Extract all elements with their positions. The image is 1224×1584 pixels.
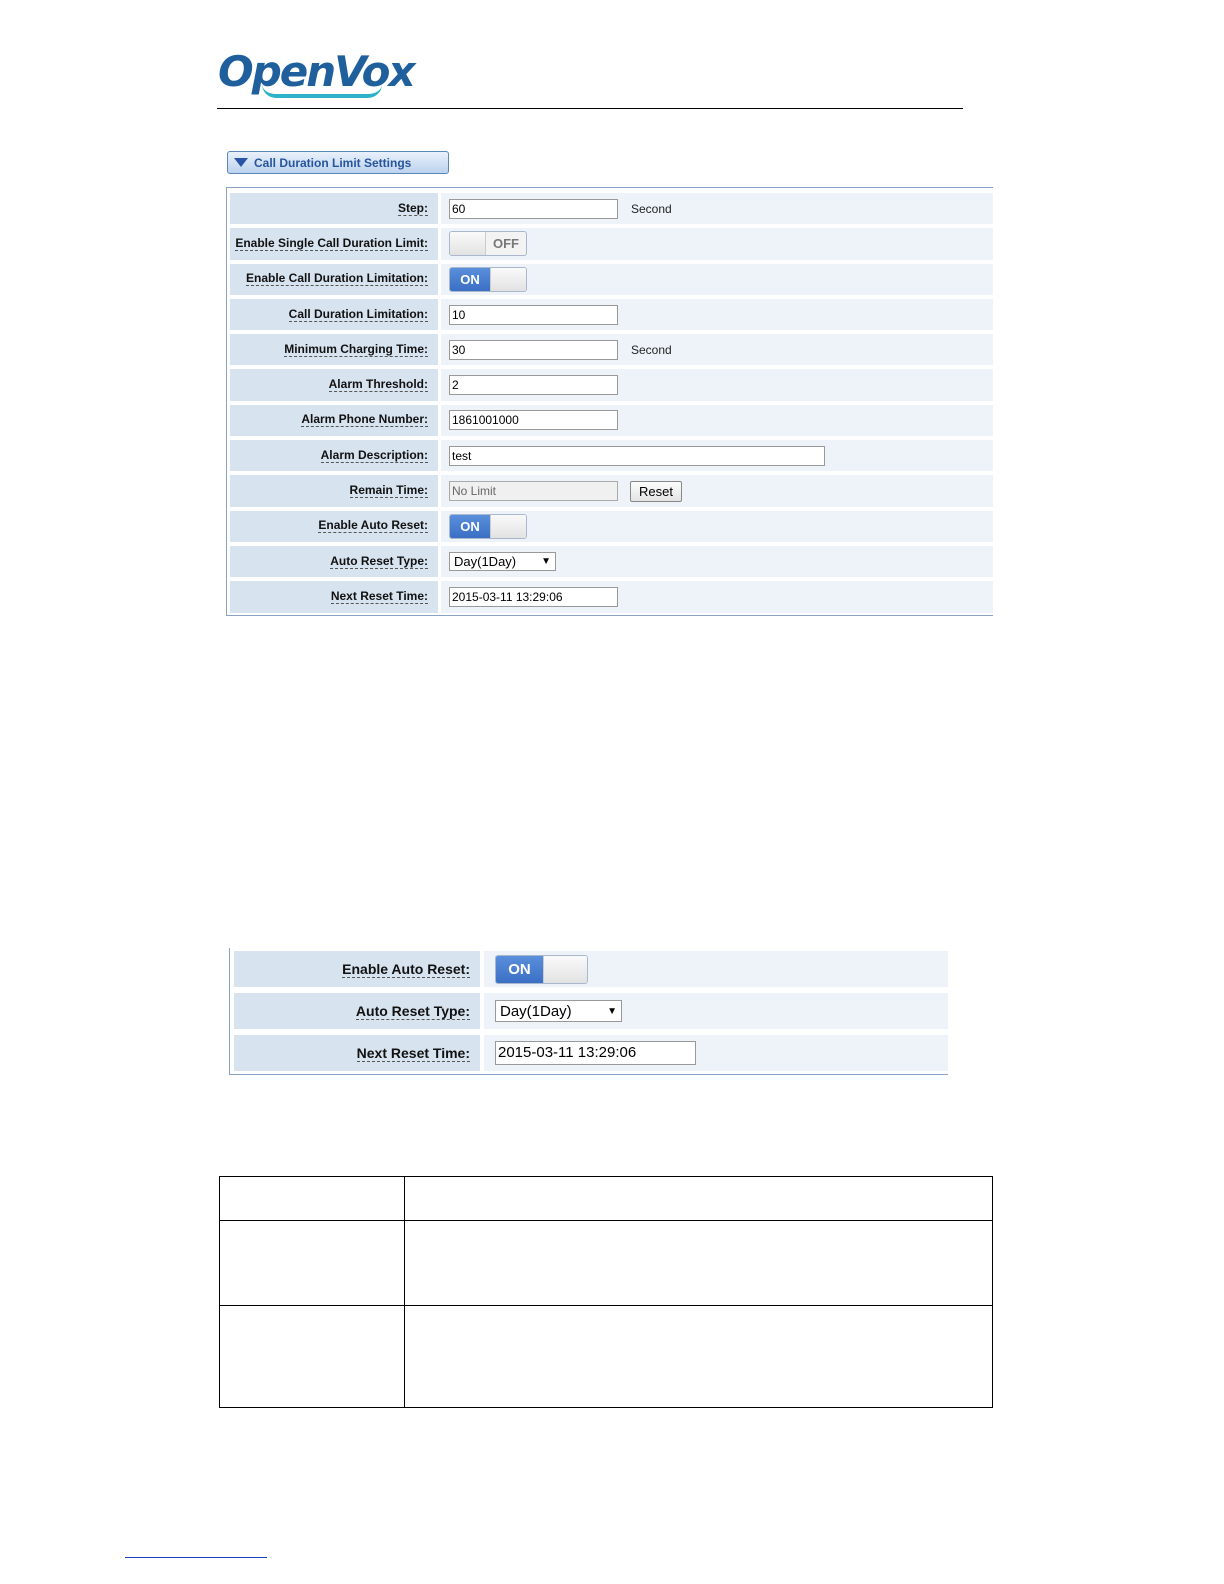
- table-cell: [220, 1221, 405, 1306]
- auto-reset-label: Enable Auto Reset:: [318, 518, 428, 533]
- remain-time-input: No Limit: [449, 481, 618, 501]
- auto-reset-toggle[interactable]: ON: [449, 514, 527, 539]
- step-input[interactable]: 60: [449, 199, 618, 219]
- call-duration-limitation-input[interactable]: 10: [449, 305, 618, 325]
- alarm-threshold-label: Alarm Threshold:: [328, 377, 428, 392]
- min-charging-input[interactable]: 30: [449, 340, 618, 360]
- row-remain-time: [227, 473, 993, 508]
- auto-reset-type-select[interactable]: Day(1Day) ▼: [449, 552, 556, 571]
- openvox-logo: OpenVox: [218, 47, 414, 96]
- zoom-row-next-reset: [230, 1032, 948, 1074]
- reset-button[interactable]: Reset: [630, 481, 682, 502]
- section-title: Call Duration Limit Settings: [254, 155, 412, 170]
- zoom-auto-reset-label: Enable Auto Reset:: [342, 960, 470, 977]
- alarm-desc-label: Alarm Description:: [320, 447, 428, 462]
- zoom-next-reset-label: Next Reset Time:: [356, 1044, 470, 1061]
- next-reset-label: Next Reset Time:: [330, 588, 428, 603]
- zoom-auto-reset-toggle[interactable]: ON: [495, 955, 588, 984]
- auto-reset-zoom-panel: [229, 948, 948, 1075]
- zoom-row-auto-reset-type: [230, 990, 948, 1032]
- alarm-desc-input[interactable]: test: [449, 446, 825, 466]
- section-header-call-duration[interactable]: [227, 151, 449, 174]
- duration-limitation-label: Enable Call Duration Limitation:: [245, 271, 428, 286]
- row-call-duration-limitation: [227, 297, 993, 332]
- table-cell: [405, 1221, 993, 1306]
- zoom-auto-reset-type-select[interactable]: Day(1Day) ▼: [495, 1000, 622, 1022]
- call-duration-settings-panel: [226, 187, 993, 616]
- alarm-phone-input[interactable]: 1861001000: [449, 410, 618, 430]
- min-charging-unit: Second: [631, 342, 672, 357]
- dropdown-arrow-icon: ▼: [541, 556, 551, 568]
- dropdown-arrow-icon: ▼: [607, 1005, 617, 1017]
- step-label: Step:: [398, 200, 428, 215]
- table-row: [220, 1306, 993, 1408]
- table-cell: [405, 1306, 993, 1408]
- collapse-triangle-icon: [234, 158, 248, 167]
- row-step: [227, 191, 993, 226]
- zoom-row-auto-reset: [230, 948, 948, 990]
- logo-swoosh: [262, 84, 382, 98]
- alarm-phone-label: Alarm Phone Number:: [301, 412, 428, 427]
- table-row: [220, 1177, 993, 1221]
- single-limit-toggle[interactable]: OFF: [449, 231, 527, 256]
- table-cell: [405, 1177, 993, 1221]
- table-cell: [220, 1177, 405, 1221]
- row-alarm-desc: [227, 438, 993, 473]
- min-charging-label: Minimum Charging Time:: [284, 341, 428, 356]
- table-row: [220, 1221, 993, 1306]
- zoom-auto-reset-type-label: Auto Reset Type:: [355, 1002, 470, 1019]
- table-cell: [220, 1306, 405, 1408]
- call-duration-limitation-label: Call Duration Limitation:: [288, 306, 428, 321]
- alarm-threshold-input[interactable]: 2: [449, 375, 618, 395]
- duration-limitation-toggle[interactable]: ON: [449, 267, 527, 292]
- row-single-limit: [227, 226, 993, 261]
- auto-reset-type-label: Auto Reset Type:: [330, 553, 428, 568]
- step-unit: Second: [631, 201, 672, 216]
- single-limit-label: Enable Single Call Duration Limit:: [235, 235, 428, 250]
- row-min-charging: [227, 332, 993, 367]
- row-alarm-phone: [227, 403, 993, 438]
- row-duration-limitation: [227, 262, 993, 297]
- header-divider: [217, 108, 963, 109]
- row-next-reset: [227, 579, 993, 614]
- next-reset-input[interactable]: 2015-03-11 13:29:06: [449, 587, 618, 607]
- row-auto-reset-type: [227, 544, 993, 579]
- footer-link-underline[interactable]: [125, 1557, 267, 1558]
- row-alarm-threshold: [227, 367, 993, 402]
- zoom-next-reset-input[interactable]: 2015-03-11 13:29:06: [495, 1041, 696, 1065]
- remain-time-label: Remain Time:: [349, 483, 428, 498]
- row-auto-reset: [227, 509, 993, 544]
- description-table: [219, 1176, 993, 1408]
